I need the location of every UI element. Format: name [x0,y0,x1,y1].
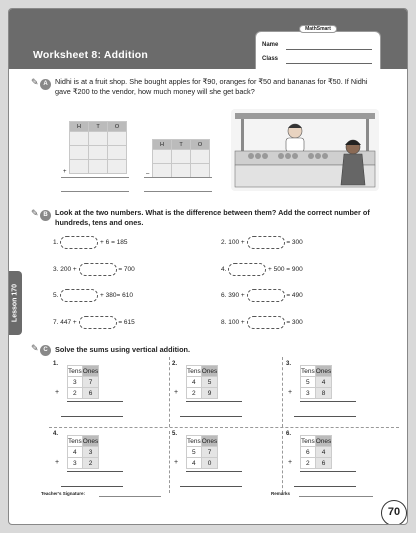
lesson-label: Lesson 170 [11,283,19,323]
answer-cell[interactable] [89,160,108,174]
worksheet-header [9,9,408,69]
answer-line [180,416,242,417]
answer-line[interactable] [67,401,123,402]
sum-number: 4. [53,431,59,437]
divider [169,357,170,427]
answer-line [180,486,242,487]
answer-cell[interactable] [89,132,108,146]
equation-item [221,289,303,302]
answer-line [294,486,356,487]
minus-sign: – [146,171,150,177]
name-label: Name [262,42,279,48]
ones-digit: 7 [82,377,99,388]
class-label: Class [262,56,279,62]
ones-digit: 6 [82,388,99,399]
equation-after: = 300 [286,239,303,247]
answer-cell[interactable] [172,164,191,178]
tens-digit: 4 [68,447,83,458]
tens-digit: 3 [68,377,83,388]
equation-item [53,316,135,329]
ones-header: Ones [82,367,99,375]
place-value-table-1 [69,121,127,174]
class-field[interactable] [286,63,372,64]
equation-item [53,289,133,302]
section-c-question: Solve the sums using vertical addition. [55,345,191,354]
tens-digit: 2 [187,388,202,399]
ones-header: Ones [201,367,218,375]
equation-after: = 615 [118,319,135,327]
equation-number: 4. [221,266,227,274]
tens-digit: 2 [68,388,83,399]
section-a-question: Nidhi is at a fruit shop. She bought apples for ₹90, oranges for ₹50 and bananas for ₹50. If Nidhi gave ₹200 to the vendor, how much money will she get back? [55,77,368,96]
equation-item [221,263,303,276]
ones-digit: 0 [201,458,218,469]
ones-digit: 7 [201,447,218,458]
ones-header: Ones [201,437,218,445]
tens-header: Tens [301,437,315,445]
answer-line[interactable] [67,471,123,472]
equation-after: = 490 [286,292,303,300]
ones-header: O [108,122,127,132]
remarks-label: Remarks [271,491,291,496]
section-b-question: Look at the two numbers. What is the difference between them? Add the correct number of hundreds, tens and ones. [55,208,370,227]
brand-logo: MathSmart [299,25,337,33]
tens-header: Tens [187,437,201,445]
ones-digit: 8 [315,388,332,399]
equation-after: + 6 = 185 [100,239,128,247]
ones-header: O [191,140,210,150]
answer-cell[interactable] [191,150,210,164]
plus-sign: + [174,459,179,466]
equation-before: 390 + [228,292,245,300]
sum-line [61,177,129,178]
pencil-icon: ✎ [31,77,39,87]
answer-line[interactable] [300,471,356,472]
pencil-icon: ✎ [31,343,39,353]
tens-header: Tens [68,367,82,375]
answer-cell[interactable] [153,150,172,164]
section-a-badge: A [40,79,51,90]
equation-before: 100 + [228,239,245,247]
answer-line [61,416,123,417]
section-c-badge: C [40,345,51,356]
answer-cell[interactable] [89,146,108,160]
divider [282,431,283,493]
fruit-shop-illustration [231,109,379,191]
answer-cell[interactable] [70,146,89,160]
ones-digit: 3 [82,447,99,458]
plus-sign: + [63,169,67,175]
answer-cell[interactable] [191,164,210,178]
answer-line[interactable] [300,401,356,402]
difference-line [144,191,212,192]
sum-number: 3. [286,361,292,367]
ones-digit: 4 [315,377,332,388]
tens-digit: 2 [301,458,316,469]
divider [169,431,170,493]
remarks-line[interactable] [299,496,373,497]
ones-digit: 5 [201,377,218,388]
answer-cell[interactable] [108,132,127,146]
equation-item [221,236,303,249]
sum-number: 1. [53,361,59,367]
tens-header: Tens [301,367,315,375]
equation-number: 2. [221,239,227,247]
equation-number: 6. [221,292,227,300]
page-number: 70 [381,500,407,525]
worksheet-title: Worksheet 8: Addition [33,49,149,61]
tens-digit: 6 [301,447,316,458]
answer-cloud[interactable] [60,289,98,302]
answer-cell[interactable] [108,146,127,160]
tens-digit: 5 [301,377,316,388]
name-field[interactable] [286,49,372,50]
tens-digit: 3 [68,458,83,469]
plus-sign: + [288,459,293,466]
equation-number: 3. [53,266,59,274]
equation-before: 447 + [60,319,77,327]
place-value-table-2 [152,139,210,178]
tens-digit: 4 [187,377,202,388]
tens-header: T [89,122,108,132]
equation-number: 1. [53,239,59,247]
signature-line[interactable] [99,496,161,497]
teacher-signature-label: Teacher's Signature: [41,491,86,496]
tens-digit: 3 [301,388,316,399]
answer-cloud[interactable] [247,316,285,329]
name-class-box [255,26,381,69]
tens-digit: 5 [187,447,202,458]
sum-number: 5. [172,431,178,437]
answer-cloud[interactable] [60,236,98,249]
equation-item [53,263,135,276]
equation-after: = 700 [118,266,135,274]
equation-before: 100 + [228,319,245,327]
answer-line[interactable] [186,471,242,472]
equation-item [221,316,303,329]
answer-cell[interactable] [108,160,127,174]
answer-cell[interactable] [70,160,89,174]
answer-cell[interactable] [70,132,89,146]
sum-number: 2. [172,361,178,367]
answer-cell[interactable] [172,150,191,164]
answer-cloud[interactable] [79,316,117,329]
tens-digit: 4 [187,458,202,469]
equation-number: 7. [53,319,59,327]
tens-header: Tens [68,437,82,445]
ones-header: Ones [82,437,99,445]
plus-sign: + [55,389,60,396]
ones-digit: 2 [82,458,99,469]
ones-header: Ones [315,367,332,375]
plus-sign: + [55,459,60,466]
answer-line [294,416,356,417]
equation-after: + 500 = 900 [268,266,303,274]
answer-cloud[interactable] [247,289,285,302]
equation-number: 8. [221,319,227,327]
tens-header: T [172,140,191,150]
answer-cloud[interactable] [247,236,285,249]
ones-header: Ones [315,437,332,445]
tens-header: Tens [187,367,201,375]
sum-line [61,191,129,192]
equation-before: 200 + [60,266,77,274]
ones-digit: 6 [315,458,332,469]
divider [49,427,399,428]
equation-number: 5. [53,292,59,300]
answer-line [61,486,123,487]
difference-line [144,177,212,178]
answer-cloud[interactable] [79,263,117,276]
hundreds-header: H [153,140,172,150]
ones-digit: 4 [315,447,332,458]
answer-cell[interactable] [153,164,172,178]
ones-digit: 9 [201,388,218,399]
answer-line[interactable] [186,401,242,402]
equation-item [53,236,128,249]
equation-after: = 300 [286,319,303,327]
hundreds-header: H [70,122,89,132]
sum-number: 6. [286,431,292,437]
lesson-side-tab [8,271,22,335]
plus-sign: + [288,389,293,396]
worksheet-page [8,8,408,525]
section-b-badge: B [40,210,51,221]
divider [282,357,283,427]
answer-cloud[interactable] [228,263,266,276]
equation-after: + 380= 610 [100,292,133,300]
plus-sign: + [174,389,179,396]
pencil-icon: ✎ [31,208,39,218]
